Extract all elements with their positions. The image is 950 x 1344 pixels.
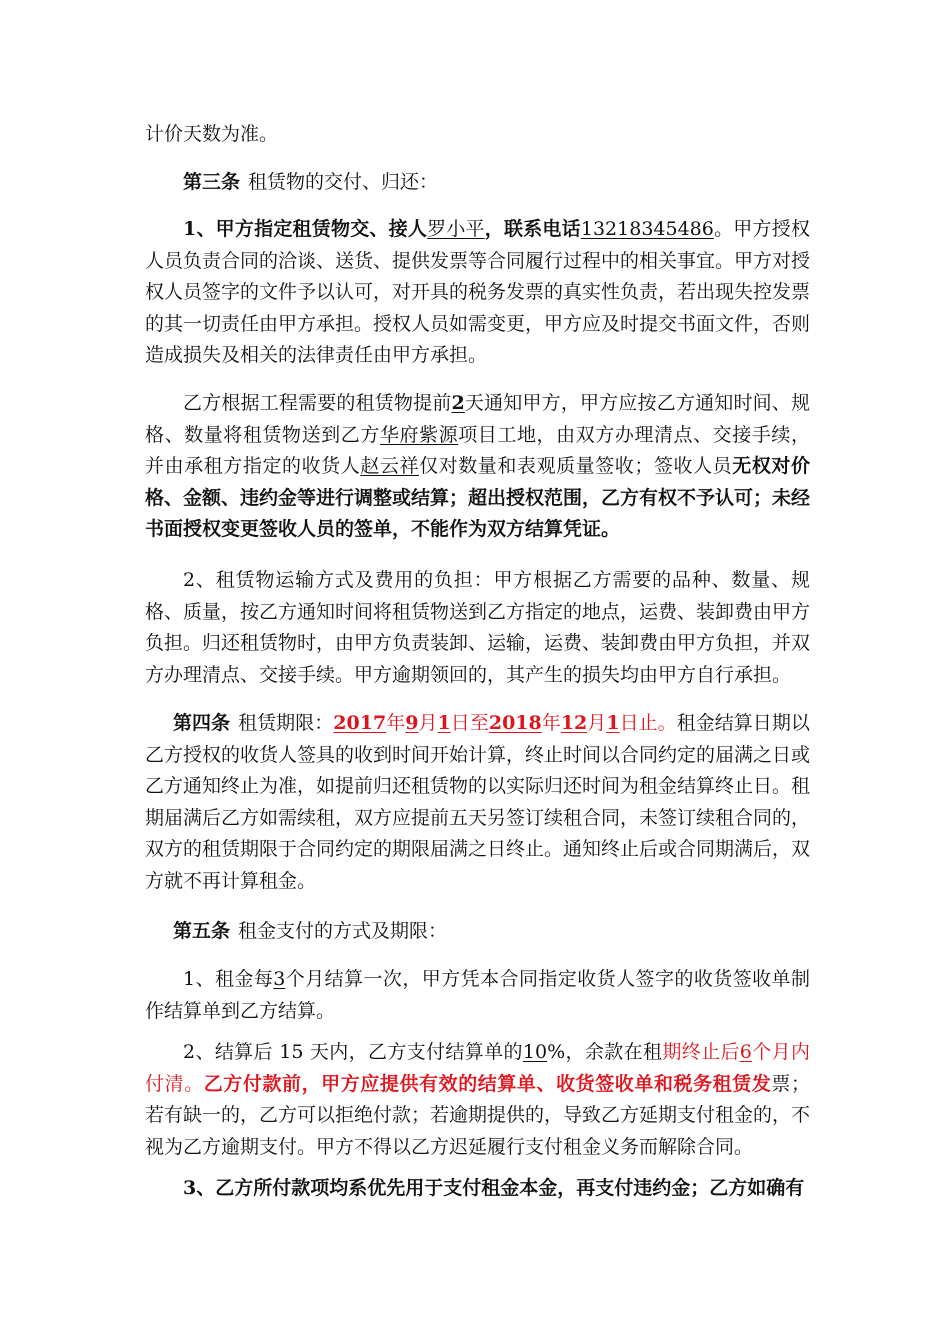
article-3-para-2: 乙方根据工程需要的租赁物提前2天通知甲方，甲方应按乙方通知时间、规格、数量将租赁物送到乙方华府紫源项目工地，由双方办理清点、交接手续，并由承租方指定的收货人赵云祥仅对数量和表观质量签收；签收人员无权对价格、金额、违约金等进行调整或结算；超出授权范围，乙方有权不予认可；未经书面授权变更签收人员的签单，不能作为双方结算凭证。 [145,392,811,541]
article-3-para-3: 2、租赁物运输方式及费用的负担：甲方根据乙方需要的品种、数量、规格、质量，按乙方通知时间将租赁物送到乙方指定的地点，运费、装卸费由甲方负担。归还租赁物时，由甲方负责装卸、运输，运费、装卸费由甲方负担，并双方办理清点、交接手续。甲方逾期领回的，其产生的损失均由甲方自行承担。 [145,569,811,686]
balance-months: 6 [739,1041,752,1063]
article-3-heading: 第三条 租赁物的交付、归还： [183,171,439,193]
paragraph-top: 计价天数为准。 [145,123,279,145]
payment-percent: 10 [522,1041,548,1063]
project-name: 华府紫源 [379,423,459,446]
notice-days: 2 [451,392,465,414]
article-3-para-1: 1、甲方指定租赁物交、接人罗小平，联系电话13218345486。甲方授权人员负责合同的洽谈、送货、提供发票等合同履行过程中的相关事宜。甲方对授权人员签字的文件予以认可，对开具的税务发票的真实性负责，若出现失控发票的其一切责任由甲方承担。授权人员如需变更，甲方应及时提交书面文件，否则造成损失及相关的法律责任由甲方承担。 [145,218,811,367]
article-4: 第四条 租赁期限：2017年9月1日至2018年12月1日止。租金结算日期以乙方授权的收货人签具的收到时间开始计算，终止时间以合同约定的届满之日或乙方通知终止为准，如提前归还租赁物的以实际归还时间为租金结算终止日。租期届满后乙方如需续租，双方应提前五天另签订续租合同，未签订续租合同的，双方的租赁期限于合同约定的期限届满之日终止。通知终止后或合同期满后，双方就不再计算租金。 [145,712,811,892]
article-5-heading: 第五条 租金支付的方式及期限： [173,920,448,942]
handover-person: 罗小平 [427,218,485,240]
article-5-para-2: 2、结算后 15 天内，乙方支付结算单的10%，余款在租期终止后6个月内付清。乙方付款前，甲方应提供有效的结算单、收货签收单和税务租赁发票；若有缺一的，乙方可以拒绝付款；若逾期提供的，导致乙方延期支付租金的，不视为乙方逾期支付。甲方不得以乙方迟延履行支付租金义务而解除合同。 [145,1041,811,1158]
contact-phone: 13218345486 [580,218,714,240]
start-month: 9 [405,712,419,734]
article-5-para-1: 1、租金每3个月结算一次，甲方凭本合同指定收货人签字的收货签收单制作结算单到乙方结算。 [145,968,810,1022]
end-month: 12 [560,712,588,734]
receiver-name: 赵云祥 [360,455,420,478]
start-year: 2017 [333,712,387,734]
end-year: 2018 [488,712,542,734]
end-day: 1 [606,712,620,734]
settlement-months: 3 [273,968,286,990]
article-5-para-3: 3、乙方所付款项均系优先用于支付租金本金，再支付违约金；乙方如确有 [183,1177,805,1199]
start-day: 1 [437,712,451,734]
